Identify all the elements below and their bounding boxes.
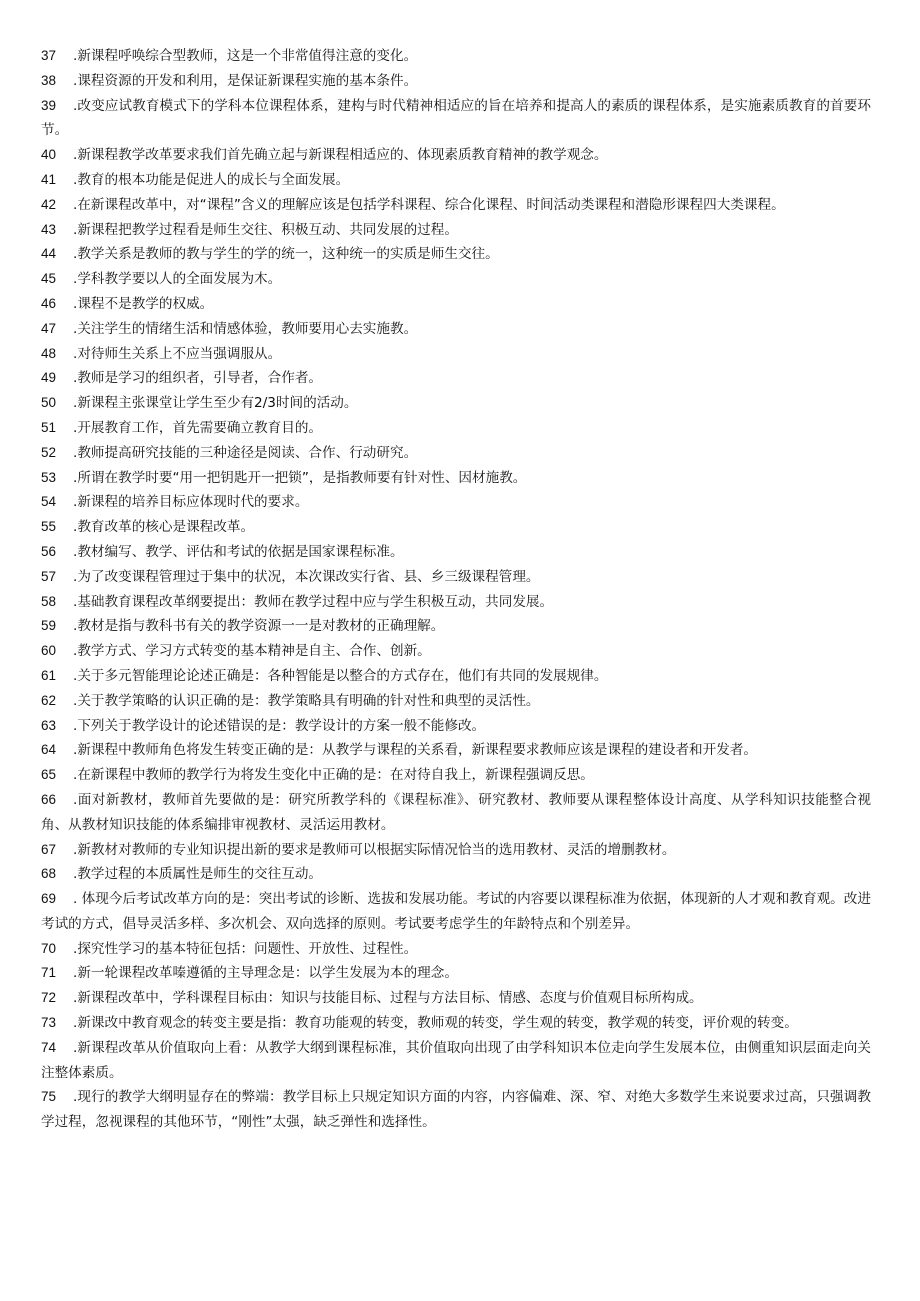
- item-number: 69: [41, 891, 57, 907]
- list-item: [41, 69, 871, 94]
- item-text: .改变应试教育模式下的学科本位课程体系，建构与时代精神相适应的旨在培养和提高人的素质的课程体系，是实施素质教育的首要环节。: [41, 97, 871, 139]
- document-page: [41, 44, 871, 1135]
- item-number: 47: [41, 320, 57, 336]
- list-item: [41, 441, 871, 466]
- item-text: .基础教育课程改革纲要提出：教师在教学过程中应与学生积极互动，共同发展。: [73, 593, 554, 610]
- item-number: 58: [41, 593, 57, 609]
- item-text: .新课程改革从价值取向上看：从教学大纲到课程标准，其价值取向出现了由学科知识本位走向学生发展本位，由侧重知识层面走向关注整体素质。: [41, 1039, 871, 1081]
- item-number: 53: [41, 469, 57, 485]
- list-item: [41, 1011, 871, 1036]
- item-text: .教师提高研究技能的三种途径是阅读、合作、行动研究。: [73, 444, 418, 461]
- list-item: [41, 639, 871, 664]
- item-number: 61: [41, 667, 57, 683]
- item-text: .新课程教学改革要求我们首先确立起与新课程相适应的、体现素质教育精神的教学观念。: [73, 147, 608, 164]
- item-number: 74: [41, 1039, 57, 1055]
- item-text: .新课程把教学过程看是师生交往、积极互动、共同发展的过程。: [73, 221, 458, 238]
- item-text: .新教材对教师的专业知识提出新的要求是教师可以根据实际情况恰当的选用教材、灵活的增删教材。: [73, 841, 676, 858]
- item-text: .关于教学策略的认识正确的是：教学策略具有明确的针对性和典型的灵活性。: [73, 692, 540, 709]
- item-number: 60: [41, 643, 57, 659]
- list-item: [41, 862, 871, 887]
- item-number: 59: [41, 618, 57, 634]
- item-number: 44: [41, 246, 57, 262]
- list-item: [41, 44, 871, 69]
- item-number: 56: [41, 543, 57, 559]
- item-text: .面对新教材，教师首先要做的是：研究所教学科的《课程标准》、研究教材、教师要从课程整体设计高度、从学科知识技能整合视角、从教材知识技能的体系编排审视教材、灵活运用教材。: [41, 791, 871, 833]
- list-item: [41, 763, 871, 788]
- item-text: .所谓在教学时要“用一把钥匙开一把锁”，是指教师要有针对性、因材施教。: [73, 469, 527, 486]
- item-number: 48: [41, 345, 57, 361]
- item-number: 38: [41, 72, 57, 88]
- item-text: .课程不是教学的权威。: [73, 295, 214, 312]
- item-text: .学科教学要以人的全面发展为木。: [73, 271, 282, 288]
- item-number: 52: [41, 444, 57, 460]
- item-number: 42: [41, 196, 57, 212]
- item-text: .教育的根本功能是促进人的成长与全面发展。: [73, 171, 350, 188]
- item-text: .探究性学习的基本特征包括：问题性、开放性、过程性。: [73, 940, 418, 957]
- item-number: 57: [41, 568, 57, 584]
- item-text: .在新课程改革中，对“课程”含义的理解应该是包括学科课程、综合化课程、时间活动类课程和潜隐形课程四大类课程。: [73, 196, 785, 213]
- item-number: 49: [41, 370, 57, 386]
- item-text: .新课程主张课堂让学生至少有2/3时间的活动。: [73, 395, 358, 412]
- item-number: 72: [41, 990, 57, 1006]
- item-number: 75: [41, 1089, 57, 1105]
- item-text: .新课程中教师角色将发生转变正确的是：从教学与课程的关系看，新课程要求教师应该是课程的建设者和开发者。: [73, 742, 758, 759]
- item-number: 66: [41, 791, 57, 807]
- list-item: [41, 218, 871, 243]
- list-item: [41, 714, 871, 739]
- item-text: .关注学生的情绪生活和情感体验，教师要用心去实施教。: [73, 320, 418, 337]
- item-text: .开展教育工作，首先需要确立教育目的。: [73, 419, 323, 436]
- item-number: 65: [41, 767, 57, 783]
- item-text: .新课程呼唤综合型教师，这是一个非常值得注意的变化。: [73, 48, 418, 64]
- item-text: .为了改变课程管理过于集中的状况，本次课改实行省、县、乡三级课程管理。: [73, 568, 540, 585]
- item-number: 40: [41, 147, 57, 163]
- item-number: 70: [41, 940, 57, 956]
- item-number: 68: [41, 866, 57, 882]
- item-number: 45: [41, 271, 57, 287]
- list-item: [41, 590, 871, 615]
- list-item: [41, 366, 871, 391]
- item-text: .教学方式、学习方式转变的基本精神是自主、合作、创新。: [73, 643, 431, 660]
- item-number: 63: [41, 717, 57, 733]
- list-item: [41, 391, 871, 416]
- list-item: [41, 738, 871, 763]
- list-item: [41, 317, 871, 342]
- item-text: .对待师生关系上不应当强调服从。: [73, 345, 282, 362]
- item-number: 39: [41, 97, 57, 113]
- list-item: [41, 94, 871, 144]
- list-item: [41, 614, 871, 639]
- item-text: .教育改革的核心是课程改革。: [73, 519, 255, 536]
- item-text: .新课改中教育观念的转变主要是指：教育功能观的转变，教师观的转变，学生观的转变，教学观的转变，评价观的转变。: [73, 1015, 798, 1032]
- item-number: 43: [41, 221, 57, 237]
- list-item: [41, 143, 871, 168]
- list-item: [41, 292, 871, 317]
- item-text: .现行的教学大纲明显存在的弊端：教学目标上只规定知识方面的内容，内容偏难、深、窄、对绝大多数学生来说要求过高，只强调教学过程，忽视课程的其他环节，“刚性”太强，缺乏弹性和选择性。: [41, 1089, 871, 1131]
- list-item: [41, 267, 871, 292]
- item-text: .新一轮课程改革嗪遵循的主导理念是：以学生发展为本的理念。: [73, 965, 458, 982]
- list-item: [41, 689, 871, 714]
- item-number: 41: [41, 171, 57, 187]
- list-item: [41, 664, 871, 689]
- list-item: [41, 342, 871, 367]
- list-item: [41, 168, 871, 193]
- list-item: [41, 887, 871, 937]
- item-text: . 体现今后考试改革方向的是：突出考试的诊断、选拔和发展功能。考试的内容要以课程标准为依据，体现新的人才观和教育观。改进考试的方式，倡导灵活多样、多次机会、双向选择的原则。考试要考虑学生的年龄特点和个别差异。: [41, 891, 871, 932]
- list-item: [41, 193, 871, 218]
- item-text: .课程资源的开发和利用，是保证新课程实施的基本条件。: [73, 72, 418, 89]
- list-item: [41, 1085, 871, 1135]
- item-text: .教师是学习的组织者，引导者，合作者。: [73, 370, 323, 387]
- list-item: [41, 1036, 871, 1086]
- item-number: 55: [41, 519, 57, 535]
- item-number: 50: [41, 395, 57, 411]
- list-item: [41, 565, 871, 590]
- item-text: .教学过程的本质属性是师生的交往互动。: [73, 866, 323, 883]
- item-text: .教材编写、教学、评估和考试的依据是国家课程标准。: [73, 543, 404, 560]
- list-item: [41, 490, 871, 515]
- item-number: 54: [41, 494, 57, 510]
- list-item: [41, 242, 871, 267]
- item-number: 46: [41, 295, 57, 311]
- list-item: [41, 961, 871, 986]
- item-text: .教学关系是教师的教与学生的学的统一，这种统一的实质是师生交往。: [73, 246, 499, 263]
- item-text: .在新课程中教师的教学行为将发生变化中正确的是：在对待自我上，新课程强调反思。: [73, 767, 594, 784]
- item-number: 37: [41, 48, 57, 63]
- item-number: 51: [41, 419, 57, 435]
- list-item: [41, 416, 871, 441]
- item-number: 62: [41, 692, 57, 708]
- list-item: [41, 838, 871, 863]
- list-item: [41, 540, 871, 565]
- item-number: 67: [41, 841, 57, 857]
- item-text: .下列关于教学设计的论述错误的是：教学设计的方案一般不能修改。: [73, 717, 486, 734]
- item-text: .新课程改革中，学科课程目标由：知识与技能目标、过程与方法目标、情感、态度与价值观目标所构成。: [73, 990, 703, 1007]
- item-number: 71: [41, 965, 57, 981]
- list-item: [41, 986, 871, 1011]
- item-number: 73: [41, 1015, 57, 1031]
- item-text: .教材是指与教科书有关的教学资源一一是对教材的正确理解。: [73, 618, 445, 635]
- list-item: [41, 937, 871, 962]
- item-number: 64: [41, 742, 57, 758]
- list-item: [41, 788, 871, 838]
- list-item: [41, 466, 871, 491]
- list-item: [41, 515, 871, 540]
- item-text: .新课程的培养目标应体现时代的要求。: [73, 494, 309, 511]
- item-text: .关于多元智能理论论述正确是：各种智能是以整合的方式存在，他们有共同的发展规律。: [73, 667, 608, 684]
